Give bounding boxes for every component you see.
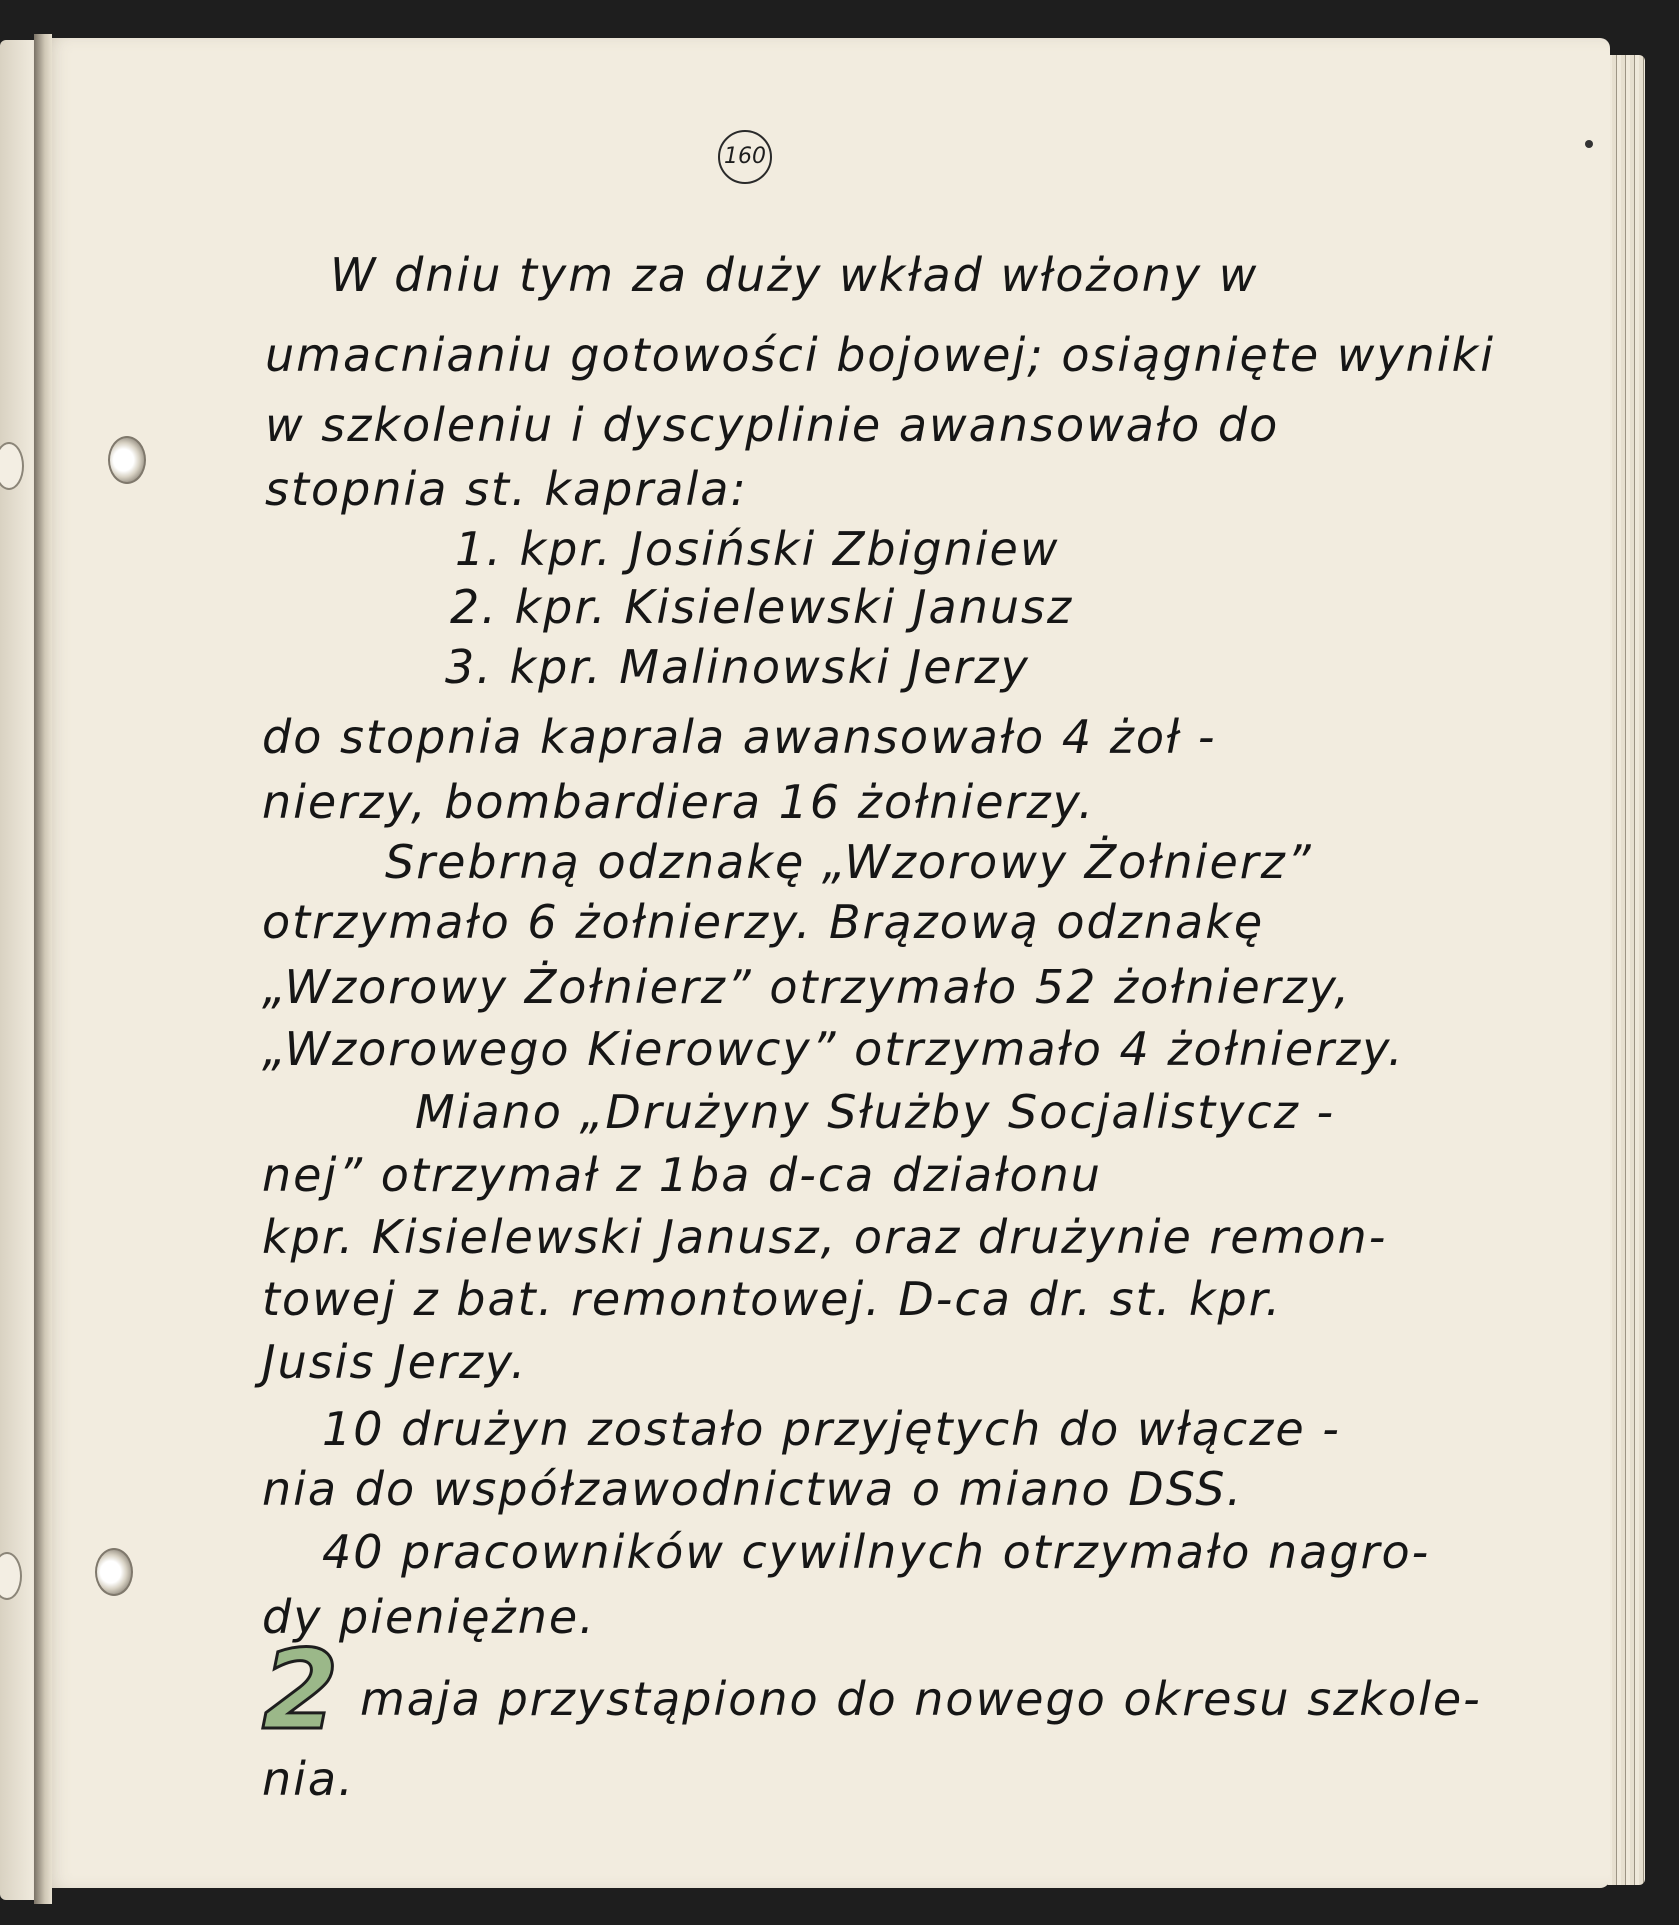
text-line: nierzy, bombardiera 16 żołnierzy. bbox=[262, 775, 1095, 829]
list-item: 3. kpr. Malinowski Jerzy bbox=[445, 640, 1030, 694]
text-line: nia. bbox=[262, 1752, 355, 1806]
ink-mark bbox=[1585, 140, 1593, 148]
text-line: towej z bat. remontowej. D-ca dr. st. kpr. bbox=[262, 1272, 1283, 1326]
list-item: 1. kpr. Josiński Zbigniew bbox=[455, 522, 1060, 576]
page-number: 160 bbox=[718, 130, 772, 184]
decorated-initial: 2 bbox=[262, 1626, 339, 1754]
text-line: maja przystąpiono do nowego okresu szkole- bbox=[360, 1672, 1482, 1726]
list-item: 2. kpr. Kisielewski Janusz bbox=[450, 580, 1074, 634]
binder-hole bbox=[0, 1552, 22, 1600]
binder-hole bbox=[0, 442, 24, 490]
text-line: Miano „Drużyny Służby Socjalistycz - bbox=[415, 1085, 1336, 1139]
text-line: nia do współzawodnictwa o miano DSS. bbox=[262, 1462, 1244, 1516]
text-line: 40 pracowników cywilnych otrzymało nagro- bbox=[322, 1525, 1431, 1579]
binder-hole bbox=[95, 1548, 133, 1596]
text-line: w szkoleniu i dyscyplinie awansowało do bbox=[265, 398, 1280, 452]
book-spine bbox=[34, 34, 52, 1904]
text-line: stopnia st. kaprala: bbox=[265, 462, 748, 516]
text-line: „Wzorowego Kierowcy” otrzymało 4 żołnierzy. bbox=[262, 1022, 1405, 1076]
text-line: W dniu tym za duży wkład włożony w bbox=[330, 248, 1259, 302]
text-line: kpr. Kisielewski Janusz, oraz drużynie remon- bbox=[262, 1210, 1388, 1264]
binder-hole bbox=[108, 436, 146, 484]
text-line: nej” otrzymał z 1ba d-ca działonu bbox=[262, 1148, 1102, 1202]
text-line: do stopnia kaprala awansowało 4 żoł - bbox=[262, 710, 1217, 764]
text-line: „Wzorowy Żołnierz” otrzymało 52 żołnierzy, bbox=[262, 960, 1352, 1014]
text-line: umacnianiu gotowości bojowej; osiągnięte wyniki bbox=[265, 328, 1495, 382]
text-line: otrzymało 6 żołnierzy. Brązową odznakę bbox=[262, 895, 1265, 949]
text-line: Jusis Jerzy. bbox=[262, 1335, 528, 1389]
text-line: 10 drużyn zostało przyjętych do włącze - bbox=[322, 1402, 1341, 1456]
text-line: dy pieniężne. bbox=[262, 1590, 596, 1644]
text-line: Srebrną odznakę „Wzorowy Żołnierz” bbox=[385, 835, 1313, 889]
